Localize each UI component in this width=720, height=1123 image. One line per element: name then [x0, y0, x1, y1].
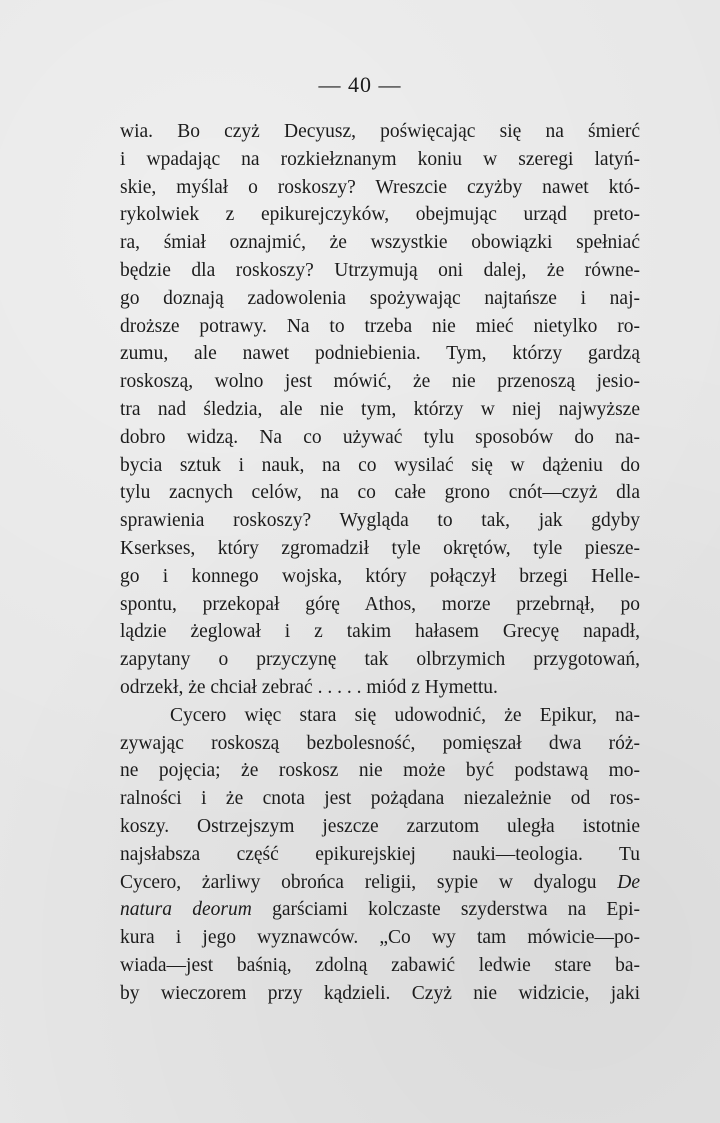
text-line: będzie dla roskoszy? Utrzymują oni dalej, że równe- [120, 259, 640, 281]
paragraph-start-line: Cycero więc stara się udowodnić, że Epikur, na- [170, 704, 640, 726]
text-line: Kserkses, który zgromadził tyle okrętów, tyle piesze- [120, 537, 640, 559]
text-segment: garściami kolczaste szyderstwa na Epi- [272, 899, 640, 921]
text-line: bycia sztuk i nauk, na co wysilać się w dążeniu do [120, 454, 640, 476]
text-line: zapytany o przyczynę tak olbrzymich przygotowań, [120, 649, 640, 671]
text-line-with-italic [120, 896, 640, 924]
text-line: skie, myślał o roskoszy? Wreszcie czyżby nawet któ- [120, 176, 640, 198]
page-number: — 40 — [318, 72, 402, 97]
text-line: wiada—jest baśnią, zdolną zabawić ledwie stare ba- [120, 954, 640, 976]
text-line: by wieczorem przy kądzieli. Czyż nie widzicie, jaki [120, 982, 640, 1004]
text-line: spontu, przekopał górę Athos, morze przebrnął, po [120, 593, 640, 615]
italic-title-de: De [617, 871, 641, 893]
text-line: kura i jego wyznawców. „Co wy tam mówicie—po- [120, 927, 640, 949]
italic-title-natura-deorum: natura deorum [120, 899, 252, 921]
text-line: i wpadając na rozkiełznanym koniu w szeregi latyń- [120, 148, 640, 170]
text-line: najsłabsza część epikurejskiej nauki—teologia. Tu [120, 843, 640, 865]
text-line: go doznają zadowolenia spożywając najtańsze i naj- [120, 287, 640, 309]
text-line: ne pojęcia; że roskosz nie może być podstawą mo- [120, 760, 640, 782]
text-line: ralności i że cnota jest pożądana niezależnie od ros- [120, 788, 640, 810]
paragraph-end-line: odrzekł, że chciał zebrać . . . . . miód z Hymettu. [120, 676, 498, 698]
text-line: tylu zacnych celów, na co całe grono cnót—czyż dla [120, 482, 640, 504]
text-line: koszy. Ostrzejszym jeszcze zarzutom uległa istotnie [120, 815, 640, 837]
text-line: zywając roskoszą bezbolesność, pomięszał dwa róż- [120, 732, 640, 754]
text-line: roskoszą, wolno jest mówić, że nie przenoszą jesio- [120, 371, 640, 393]
text-line: dobro widzą. Na co używać tylu sposobów do na- [120, 426, 640, 448]
text-line: wia. Bo czyż Decyusz, poświęcając się na śmierć [120, 121, 640, 142]
body-text [120, 118, 640, 1008]
text-line: sprawienia roskoszy? Wygląda to tak, jak gdyby [120, 510, 640, 532]
text-line: droższe potrawy. Na to trzeba nie mieć nietylko ro- [120, 315, 640, 337]
text-line: go i konnego wojska, który połączył brzegi Helle- [120, 565, 640, 587]
text-line-with-italic [120, 869, 640, 897]
text-line: ra, śmiał oznajmić, że wszystkie obowiązki spełniać [120, 232, 640, 254]
text-segment: Cycero, żarliwy obrońca religii, sypie w dyalogu [120, 871, 597, 893]
text-line: zumu, ale nawet podniebienia. Tym, którzy gardzą [120, 343, 640, 365]
text-line: rykolwiek z epikurejczyków, obejmując urząd preto- [120, 204, 640, 226]
text-line: lądzie żeglował i z takim hałasem Grecyę napadł, [120, 621, 640, 643]
text-line: tra nad śledzia, ale nie tym, którzy w niej najwyższe [120, 398, 640, 420]
